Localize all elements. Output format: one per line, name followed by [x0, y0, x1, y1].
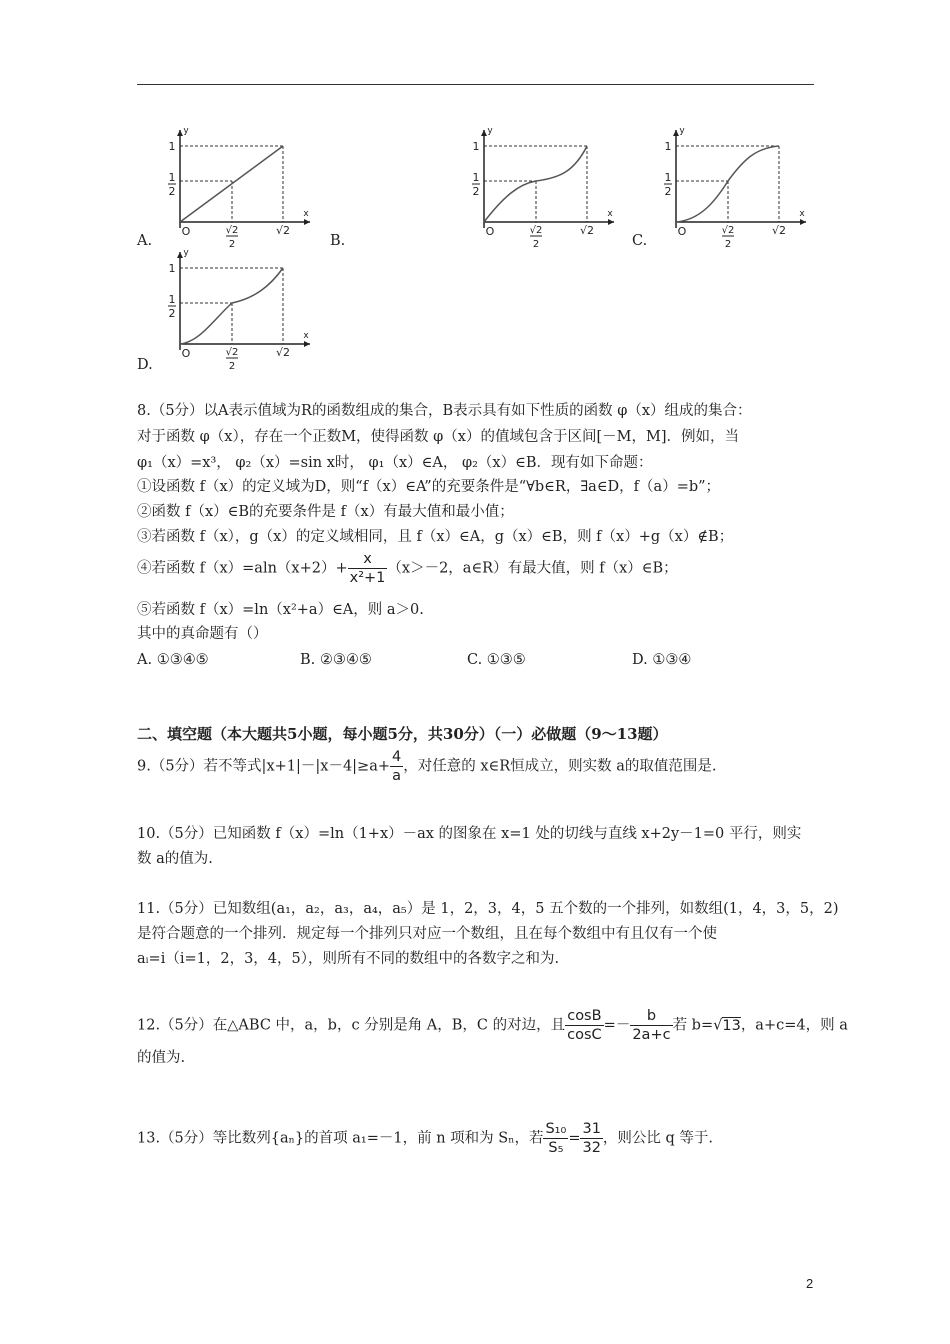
q8-option-a: A. ①③④⑤	[137, 652, 209, 668]
tick-half-num: 1	[168, 293, 176, 306]
tick-half-den: 2	[168, 185, 176, 198]
option-d-label: D.	[137, 357, 153, 373]
y-arrow	[481, 130, 487, 136]
origin-label: O	[181, 225, 191, 238]
y-arrow	[177, 130, 183, 136]
tick-half-den: 2	[664, 185, 672, 198]
option-a-label: A.	[137, 233, 153, 249]
option-b-label: B.	[330, 233, 346, 249]
y-arrow	[177, 252, 183, 258]
x-arrow	[304, 219, 310, 225]
tick-x-mid-num: √2	[225, 347, 239, 358]
y-axis-label: y	[679, 126, 685, 136]
y-axis-label: y	[183, 248, 189, 258]
q8-line6: ③若函数 f（x），g（x）的定义域相同，且 f（x）∈A，g（x）∈B，则 f（x）+g（x）∉B；	[137, 529, 734, 545]
q8-line1: 8.（5分）以A表示值域为R的函数组成的集合，B表示具有如下性质的函数 φ（x）组成的集合：	[137, 403, 752, 419]
tick-half-den: 2	[472, 185, 480, 198]
q11-line3: aᵢ=i（i=1，2，3，4，5），则所有不同的数组中的各数字之和为.	[137, 951, 560, 967]
q8-line9: 其中的真命题有（）	[137, 626, 268, 642]
x-arrow	[608, 219, 614, 225]
tick-half-num: 1	[664, 171, 672, 184]
tick-x-end: √2	[275, 224, 291, 237]
tick-half-den: 2	[168, 307, 176, 320]
x-axis-label: x	[303, 331, 309, 341]
header-rule	[137, 84, 814, 85]
q11-line2: 是符合题意的一个排列．规定每一个排列只对应一个数组，且在每个数组中有且仅有一个使	[137, 926, 717, 942]
tick-half-num: 1	[168, 171, 176, 184]
section-heading: 二、填空题（本大题共5小题，每小题5分，共30分）（一）必做题（9～13题）	[137, 725, 668, 743]
q8-line3: φ₁（x）=x³， φ₂（x）=sin x时， φ₁（x）∈A， φ₂（x）∈B．现有如下命题：	[137, 455, 653, 471]
graph-b	[464, 124, 624, 252]
q12-fraction-b: $\frac{b}{2a+c}$	[632, 1008, 671, 1043]
graph-a	[160, 124, 320, 252]
x-axis-label: x	[799, 209, 805, 219]
q8-line2: 对于函数 φ（x），存在一个正数M，使得函数 φ（x）的值域包含于区间[－M，M]．例如，当	[137, 429, 739, 445]
y-arrow	[673, 130, 679, 136]
tick-x-mid-den: 2	[228, 361, 236, 372]
origin-label: O	[677, 225, 687, 238]
tick-one: 1	[168, 140, 176, 153]
q10-line1: 10.（5分）已知函数 f（x）=ln（1+x）－ax 的图象在 x=1 处的切线与直线 x+2y－1=0 平行，则实	[137, 826, 802, 842]
q8-fraction: $\frac{x}{\text{x²+1}}$	[349, 551, 386, 586]
origin-label: O	[485, 225, 495, 238]
tick-one: 1	[664, 140, 672, 153]
q8-line5: ②函数 f（x）∈B的充要条件是 f（x）有最大值和最小值；	[137, 504, 514, 520]
tick-half-num: 1	[472, 171, 480, 184]
x-arrow	[304, 341, 310, 347]
tick-x-end: √2	[579, 224, 595, 237]
page-number: 2	[806, 1276, 814, 1291]
tick-x-mid-den: 2	[532, 239, 540, 250]
q12-sqrt-value: 13	[722, 1017, 741, 1034]
tick-x-mid-num: √2	[721, 225, 735, 236]
tick-x-end: √2	[771, 224, 787, 237]
tick-x-mid-den: 2	[228, 239, 236, 250]
tick-x-mid-den: 2	[724, 239, 732, 250]
q12-fraction-cos: $\frac{\cos B}{\cos C}$	[567, 1008, 602, 1043]
q13-fraction-ratio: $\frac{31}{32}$	[582, 1121, 601, 1156]
q8-line8: ⑤若函数 f（x）=ln（x²+a）∈A，则 a＞0.	[137, 602, 424, 618]
q8-option-b: B. ②③④⑤	[300, 652, 372, 668]
q8-line4: ①设函数 f（x）的定义域为D，则“f（x）∈A”的充要条件是“∀b∈R，∃a∈D，f（a）=b”；	[137, 479, 721, 495]
origin-label: O	[181, 347, 191, 360]
graph-a-curve	[180, 146, 283, 222]
tick-x-end: √2	[275, 346, 291, 359]
x-axis-label: x	[303, 209, 309, 219]
q8-option-c: C. ①③⑤	[467, 652, 526, 668]
q9-fraction: $\frac{4}{a}$	[392, 749, 402, 784]
q12-line1: 12.（5分）在△ABC 中，a，b，c 分别是角 A，B，C 的对边，且 $\frac{\cos B}{\cos C}$ =－ $\frac{b}{2a+c}$ 若 b=√13，a+c=4，则 a	[137, 1008, 848, 1043]
y-axis-label: y	[183, 126, 189, 136]
y-axis-label: y	[487, 126, 493, 136]
q13: 13.（5分）等比数列{aₙ}的首项 a₁=－1，前 n 项和为 Sₙ，若 $\frac{\text{S₁₀}}{\text{S₅}}$ = $\frac{31}{32}$ ，则公比 q 等于.	[137, 1121, 714, 1156]
q9: 9.（5分）若不等式|x+1|－|x－4|≥a+ $\frac{4}{a}$ ，对任意的 x∈R恒成立，则实数 a的取值范围是.	[137, 749, 717, 784]
tick-x-mid-num: √2	[529, 225, 543, 236]
option-c-label: C.	[632, 233, 648, 249]
tick-one: 1	[168, 262, 176, 275]
graph-d	[160, 246, 320, 374]
graph-c	[656, 124, 816, 252]
q8-option-d: D. ①③④	[632, 652, 692, 668]
x-arrow	[800, 219, 806, 225]
tick-x-mid-num: √2	[225, 225, 239, 236]
q12-line2: 的值为.	[137, 1050, 186, 1066]
q13-fraction-s: $\frac{\text{S₁₀}}{\text{S₅}}$	[545, 1121, 567, 1156]
q11-line1: 11.（5分）已知数组(a₁，a₂，a₃，a₄，a₅）是 1，2，3，4，5 五个数的一个排列，如数组(1，4，3，5，2)	[137, 901, 839, 917]
q10-line2: 数 a的值为.	[137, 851, 213, 867]
sqrt-symbol: √	[713, 1017, 723, 1034]
q8-line7: ④若函数 f（x）=aln（x+2）+ $\frac{x}{\text{x²+1}}$ （x＞－2，a∈R）有最大值，则 f（x）∈B；	[137, 551, 678, 586]
tick-one: 1	[472, 140, 480, 153]
x-axis-label: x	[607, 209, 613, 219]
